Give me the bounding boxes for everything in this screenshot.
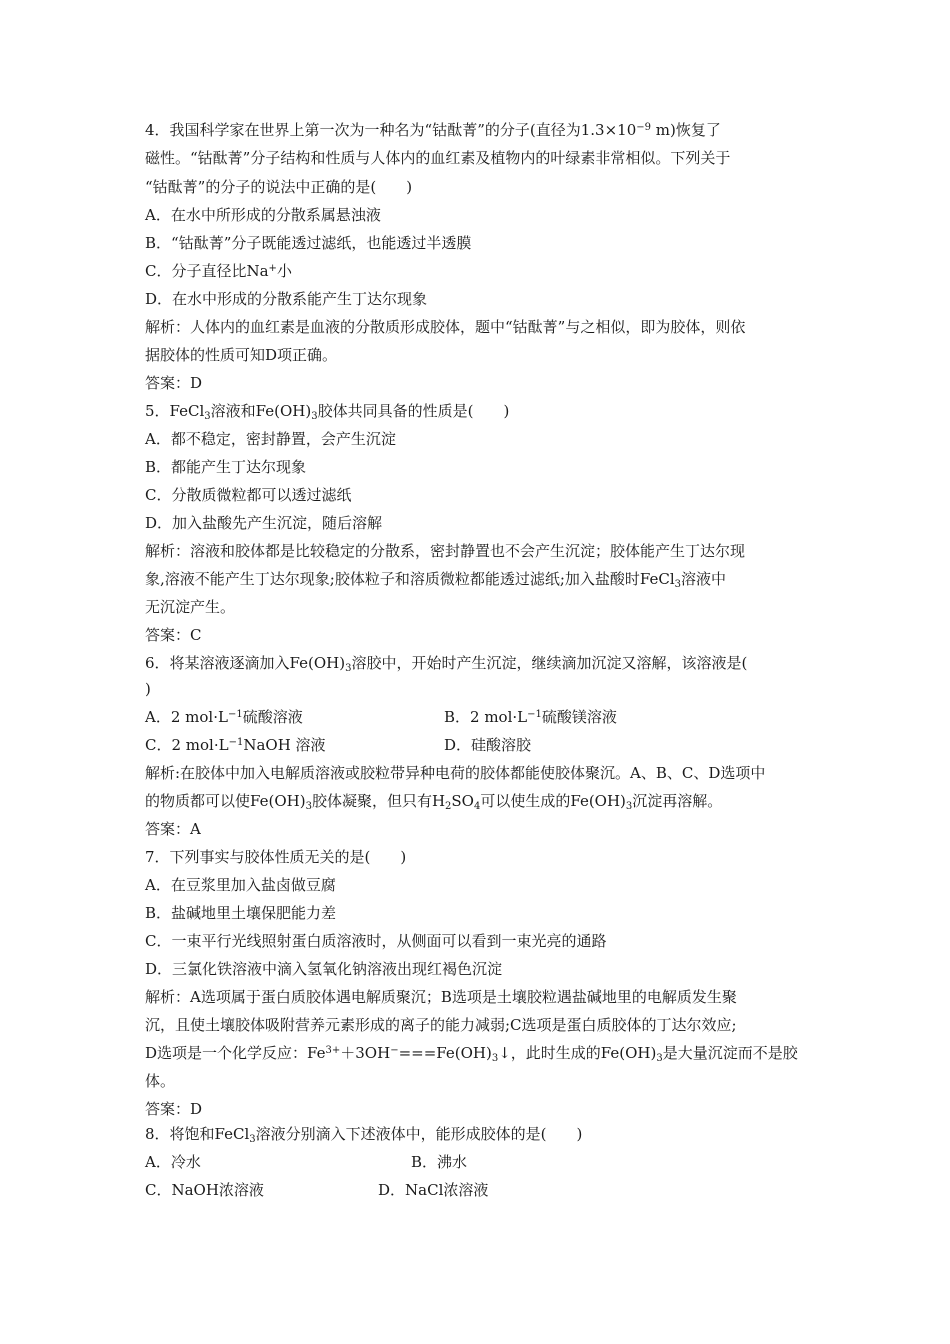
text: 8．将饱和FeCl bbox=[145, 1125, 250, 1143]
text: 象,溶液不能产生丁达尔现象;胶体粒子和溶质微粒都能透过滤纸;加入盐酸时FeCl bbox=[145, 570, 675, 588]
q5-option-d: D．加入盐酸先产生沉淀，随后溶解 bbox=[145, 514, 383, 532]
text: 小 bbox=[276, 262, 292, 280]
text: 胶体共同具备的性质是( ) bbox=[317, 402, 510, 420]
text: 溶液和Fe(OH) bbox=[210, 402, 312, 420]
text: 4．我国科学家在世界上第一次为一种名为“钴酞菁”的分子(直径为1.3×10 bbox=[145, 121, 637, 139]
q6-stem-line-1 bbox=[145, 653, 747, 673]
q4-stem-line-3: “钴酞菁”的分子的说法中正确的是( ) bbox=[145, 178, 413, 196]
text: m)恢复了 bbox=[651, 121, 721, 139]
text: ↓，此时生成的Fe(OH) bbox=[498, 1044, 657, 1062]
text: B．2 mol·L bbox=[444, 708, 528, 726]
subscript: 3 bbox=[305, 801, 312, 812]
subscript: 3 bbox=[249, 1134, 256, 1145]
q8-option-d: D．NaCl浓溶液 bbox=[378, 1181, 489, 1199]
text: C．分子直径比Na bbox=[145, 262, 269, 280]
q5-stem bbox=[145, 401, 509, 421]
text: A．2 mol·L bbox=[145, 708, 228, 726]
q8-option-b: B．沸水 bbox=[411, 1153, 468, 1171]
q5-option-c: C．分散质微粒都可以透过滤纸 bbox=[145, 486, 352, 504]
q6-option-c bbox=[145, 735, 326, 755]
text: 硫酸镁溶液 bbox=[541, 708, 617, 726]
q4-stem-line-1 bbox=[145, 120, 721, 140]
q8-option-c: C．NaOH浓溶液 bbox=[145, 1181, 264, 1199]
q6-option-a bbox=[145, 707, 303, 727]
q4-analysis-line-2: 据胶体的性质可知D项正确。 bbox=[145, 346, 338, 364]
text: 沉淀再溶解。 bbox=[632, 792, 723, 810]
q7-analysis-line-2: 沉，且使土壤胶体吸附营养元素形成的离子的能力减弱;C选项是蛋白质胶体的丁达尔效应; bbox=[145, 1016, 737, 1034]
text: 是大量沉淀而不是胶 bbox=[662, 1044, 798, 1062]
q6-option-b bbox=[444, 707, 617, 727]
text: SO bbox=[451, 792, 474, 810]
superscript: − bbox=[390, 1045, 399, 1056]
q4-answer: 答案：D bbox=[145, 374, 203, 392]
q4-option-b: B．“钴酞菁”分子既能透过滤纸，也能透过半透膜 bbox=[145, 234, 472, 252]
q5-option-a: A．都不稳定，密封静置，会产生沉淀 bbox=[145, 430, 396, 448]
subscript: 4 bbox=[473, 801, 481, 812]
q6-answer: 答案：A bbox=[145, 820, 201, 838]
subscript: 3 bbox=[491, 1053, 499, 1064]
q7-option-b: B．盐碱地里土壤保肥能力差 bbox=[145, 904, 337, 922]
q6-stem-line-2: ) bbox=[145, 680, 151, 698]
text: 5．FeCl bbox=[145, 402, 205, 420]
q8-option-a: A．冷水 bbox=[145, 1153, 201, 1171]
text: 6．将某溶液逐滴加入Fe(OH) bbox=[145, 654, 346, 672]
text: 胶体凝聚，但只有H bbox=[311, 792, 446, 810]
subscript: 3 bbox=[204, 411, 211, 422]
text: D选项是一个化学反应：Fe bbox=[145, 1044, 326, 1062]
q7-option-a: A．在豆浆里加入盐卤做豆腐 bbox=[145, 876, 336, 894]
text: C．2 mol·L bbox=[145, 736, 229, 754]
subscript: 2 bbox=[445, 801, 452, 812]
q5-analysis-line-3: 无沉淀产生。 bbox=[145, 598, 236, 616]
text: ===Fe(OH) bbox=[398, 1044, 492, 1062]
q8-stem bbox=[145, 1124, 582, 1144]
text: NaOH 溶液 bbox=[243, 736, 326, 754]
text: 溶胶中，开始时产生沉淀，继续滴加沉淀又溶解，该溶液是( bbox=[351, 654, 748, 672]
q4-stem-line-2: 磁性。“钴酞菁”分子结构和性质与人体内的血红素及植物内的叶绿素非常相似。下列关于 bbox=[145, 149, 731, 167]
subscript: 3 bbox=[656, 1053, 663, 1064]
text: 溶液中 bbox=[681, 570, 727, 588]
subscript: 3 bbox=[625, 801, 633, 812]
text: ＋3OH bbox=[340, 1044, 391, 1062]
q6-analysis-line-2 bbox=[145, 791, 722, 811]
q5-analysis-line-2 bbox=[145, 569, 726, 589]
q5-analysis-line-1: 解析：溶液和胶体都是比较稳定的分散系，密封静置也不会产生沉淀；胶体能产生丁达尔现 bbox=[145, 542, 746, 560]
q7-option-c: C．一束平行光线照射蛋白质溶液时，从侧面可以看到一束光亮的通路 bbox=[145, 932, 607, 950]
q4-option-c bbox=[145, 261, 292, 281]
q7-stem: 7．下列事实与胶体性质无关的是( ) bbox=[145, 848, 407, 866]
q4-option-d: D．在水中形成的分散系能产生丁达尔现象 bbox=[145, 290, 428, 308]
superscript: + bbox=[268, 263, 277, 274]
subscript: 3 bbox=[674, 579, 681, 590]
q7-option-d: D．三氯化铁溶液中滴入氢氧化钠溶液出现红褐色沉淀 bbox=[145, 960, 503, 978]
q7-answer: 答案：D bbox=[145, 1100, 203, 1118]
superscript: −9 bbox=[636, 122, 651, 133]
superscript: −1 bbox=[228, 737, 244, 748]
text: 溶液分别滴入下述液体中，能形成胶体的是( ) bbox=[255, 1125, 583, 1143]
q6-analysis-line-1: 解析:在胶体中加入电解质溶液或胶粒带异种电荷的胶体都能使胶体聚沉。A、B、C、D选项中 bbox=[145, 764, 766, 782]
text: 硫酸溶液 bbox=[242, 708, 303, 726]
superscript: −1 bbox=[527, 709, 542, 720]
q7-analysis-line-3 bbox=[145, 1043, 798, 1063]
q7-analysis-line-4: 体。 bbox=[145, 1072, 176, 1090]
q6-option-d: D．硅酸溶胶 bbox=[444, 736, 532, 754]
q4-option-a: A．在水中所形成的分散系属悬浊液 bbox=[145, 206, 381, 224]
superscript: −1 bbox=[227, 709, 243, 720]
q5-option-b: B．都能产生丁达尔现象 bbox=[145, 458, 307, 476]
q5-answer: 答案：C bbox=[145, 626, 202, 644]
subscript: 3 bbox=[345, 663, 352, 674]
superscript: 3+ bbox=[325, 1045, 341, 1056]
q4-analysis-line-1: 解析：人体内的血红素是血液的分散质形成胶体，题中“钴酞菁”与之相似，即为胶体，则依 bbox=[145, 318, 746, 336]
text: 可以使生成的Fe(OH) bbox=[480, 792, 626, 810]
subscript: 3 bbox=[311, 411, 318, 422]
q7-analysis-line-1: 解析：A选项属于蛋白质胶体遇电解质聚沉；B选项是土壤胶粒遇盐碱地里的电解质发生聚 bbox=[145, 988, 737, 1006]
text: 的物质都可以使Fe(OH) bbox=[145, 792, 306, 810]
